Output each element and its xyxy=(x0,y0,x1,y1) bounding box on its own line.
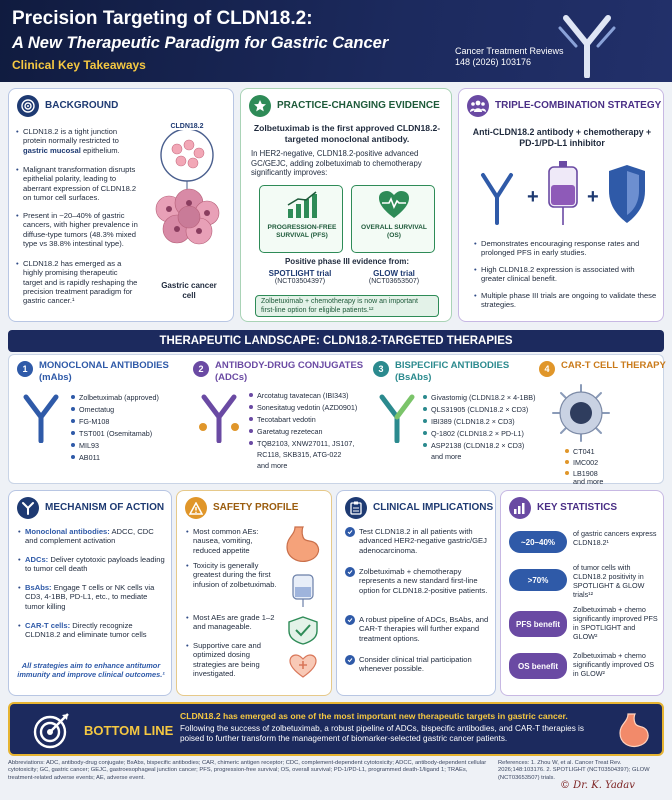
practice-headline: Zolbetuximab is the first approved CLDN18.2-targeted monoclonal antibody. xyxy=(253,123,441,144)
svg-text:+: + xyxy=(587,186,599,208)
statistics-card xyxy=(500,490,664,696)
background-bullet: • CLDN18.2 has emerged as a highly promising therapeutic target and is rapidly reshaping the precision treatment paradigm for gastric cancer.¹ xyxy=(23,259,139,305)
stat-text: of gastric cancers express CLDN18.2¹ xyxy=(573,529,657,547)
therapy-item xyxy=(423,429,524,438)
antibody-icon xyxy=(19,391,63,443)
practice-note: Zolbetuximab + chemotherapy is now an important first-line option for eligible patients.¹² xyxy=(255,295,439,317)
heart-pulse-icon xyxy=(378,190,410,220)
bottom-line-banner xyxy=(8,702,664,756)
os-box xyxy=(351,185,435,253)
triple-combination-illustration xyxy=(467,157,657,231)
therapy-item xyxy=(249,403,357,412)
therapy-name: Garetatug rezetecan xyxy=(257,427,323,436)
column-number: 1 xyxy=(17,361,33,377)
stat-text: of tumor cells with CLDN18.2 positivity in SPOTLIGHT & GLOW trials¹² xyxy=(573,563,645,599)
bullet-dot xyxy=(423,407,427,411)
bar-growth-icon xyxy=(286,191,318,219)
mechanism-item xyxy=(25,621,165,640)
target-arrow-icon xyxy=(32,710,72,750)
therapy-name: FG-M108 xyxy=(79,417,110,426)
bottom-line-title: BOTTOM LINE xyxy=(84,723,174,738)
cell-caption: Gastric cancer cell xyxy=(161,281,217,300)
bullet-dot xyxy=(249,405,253,409)
bullet-dot xyxy=(423,431,427,435)
practice-evidence-card xyxy=(240,88,452,322)
mechanism-type: BsAbs: xyxy=(25,583,52,592)
pfs-box xyxy=(259,185,343,253)
therapy-item xyxy=(71,417,109,426)
journal-citation xyxy=(455,46,564,68)
bullet-dot xyxy=(71,395,75,399)
bsab-heading: BISPECIFIC ANTIBODIES xyxy=(395,360,510,371)
therapy-item xyxy=(423,441,524,450)
trial-name: SPOTLIGHT trial xyxy=(268,269,332,278)
star-icon xyxy=(249,95,271,117)
therapy-item xyxy=(71,405,114,414)
therapy-item xyxy=(71,453,100,462)
check-icon xyxy=(345,527,355,537)
bsab-subheading: (BsAbs) xyxy=(395,372,432,383)
stat-pill: >70% xyxy=(509,569,567,591)
check-icon xyxy=(345,655,355,665)
bullet-dot xyxy=(71,443,75,447)
mechanism-item xyxy=(25,527,165,546)
signature: © Dr. K. Yadav xyxy=(560,780,635,791)
bullet-dot xyxy=(249,393,253,397)
therapy-item xyxy=(565,447,595,456)
mechanism-item xyxy=(25,555,165,574)
landscape-title: THERAPEUTIC LANDSCAPE: CLDN18.2-TARGETED THERAPIES xyxy=(8,330,664,352)
iv-drip-icon xyxy=(283,573,323,609)
practice-intro: In HER2-negative, CLDN18.2-positive advanced GC/GEJC, adding zolbetuximab to chemotherapy significantly improves: xyxy=(251,149,422,177)
stat-text: Zolbetuximab + chemo significantly improved OS in GLOW² xyxy=(573,651,655,678)
clinical-bullet: • Consider clinical trial participation whenever possible. xyxy=(359,655,491,674)
therapy-name: IMC002 xyxy=(573,458,599,467)
mechanism-type: ADCs: xyxy=(25,555,49,564)
therapy-item xyxy=(565,458,598,467)
mechanism-type: Monoclonal antibodies: xyxy=(25,527,110,536)
page-subtitle: A New Therapeutic Paradigm for Gastric Cancer xyxy=(12,34,389,52)
bullet-text: CLDN18.2 is a tight junction protein normally restricted to xyxy=(23,127,119,146)
background-bullet: • Present in ~20–40% of gastric cancers, with higher prevalence in diffuse-type tumors (48.3% mixed type vs 38.8% intestinal type). xyxy=(23,211,139,248)
therapy-name: Sonesitatug vedotin (AZD0901) xyxy=(257,403,358,412)
therapy-item-more: and more xyxy=(431,452,462,461)
mechanism-text: Deliver cytotoxic payloads leading to tumor cell death xyxy=(25,555,165,574)
mab-heading: MONOCLONAL ANTIBODIES xyxy=(39,360,169,371)
stat-pill: PFS benefit xyxy=(509,611,567,637)
therapy-name: MIL93 xyxy=(79,441,99,450)
target-icon xyxy=(17,95,39,117)
os-label: OVERALL SURVIVAL (OS) xyxy=(361,224,427,239)
check-icon xyxy=(345,567,355,577)
therapy-name: Omectatug xyxy=(79,405,115,414)
therapy-name: IBI389 (CLDN18.2 × CD3) xyxy=(431,417,515,426)
therapy-name: CT041 xyxy=(573,447,595,456)
bottom-line-headline: CLDN18.2 has emerged as one of the most important new therapeutic targets in gastric cancer. xyxy=(180,711,568,721)
therapy-name: Q-1802 (CLDN18.2 × PD-L1) xyxy=(431,429,524,438)
stomach-icon xyxy=(616,712,652,750)
svg-text:+: + xyxy=(527,186,539,208)
glow-trial xyxy=(349,269,439,285)
bullet-dot xyxy=(565,471,569,475)
practice-title: PRACTICE-CHANGING EVIDENCE xyxy=(277,100,440,111)
adc-subheading: (ADCs) xyxy=(215,372,248,383)
bullet-highlight: gastric mucosal xyxy=(23,145,81,155)
bullet-dot xyxy=(249,429,253,433)
therapy-item xyxy=(249,415,316,424)
bullet-dot xyxy=(249,417,253,421)
bullet-dot xyxy=(71,419,75,423)
clinical-bullet: • Zolbetuximab + chemotherapy represents a new standard first-line option for CLDN18.2-positive patients. xyxy=(359,567,491,595)
mechanism-type: CAR-T cells: xyxy=(25,621,71,630)
adc-heading: ANTIBODY-DRUG CONJUGATES xyxy=(215,360,364,371)
mechanism-text: Engage T cells or NK cells via CD3, 4-1BB, PD-L1, etc., to mediate tumor killing xyxy=(25,583,155,611)
cldn-label: CLDN18.2 xyxy=(167,123,207,130)
journal-name: Cancer Treatment Reviews xyxy=(455,46,564,56)
mechanism-footer: All strategies aim to enhance antitumor immunity and improve clinical outcomes.¹ xyxy=(17,661,165,679)
column-number: 3 xyxy=(373,361,389,377)
triple-bullet: • Multiple phase III trials are ongoing to validate these strategies. xyxy=(481,291,657,310)
safety-bullet: • Most common AEs: nausea, vomiting, reduced appetite xyxy=(193,527,277,555)
safety-bullet: • Supportive care and optimized dosing strategies are being investigated. xyxy=(193,641,277,678)
therapy-name: AB011 xyxy=(79,453,101,462)
therapy-item xyxy=(249,439,354,448)
bullet-dot xyxy=(71,407,75,411)
header-banner xyxy=(0,0,672,82)
cart-heading: CAR-T CELL THERAPY xyxy=(561,360,666,371)
therapy-item xyxy=(423,393,535,402)
background-bullet: • Malignant transformation disrupts epithelial polarity, leading to aberrant expression of CLDN18.2 on tumor cell surfaces. xyxy=(23,165,139,202)
triple-title: TRIPLE-COMBINATION STRATEGY xyxy=(495,100,662,111)
bullet-dot xyxy=(423,395,427,399)
clinical-bullet: • Test CLDN18.2 in all patients with advanced HER2-negative gastric/GEJ adenocarcinoma. xyxy=(359,527,491,555)
antibody-icon xyxy=(17,497,39,519)
bullet-dot xyxy=(423,419,427,423)
therapy-name: TQB2103, XNW27011, JS107, xyxy=(257,439,355,448)
therapy-name: Zolbetuximab (approved) xyxy=(79,393,159,402)
supportive-care-icon xyxy=(285,651,321,681)
therapy-name: Arcotatug tavatecan (IBI343) xyxy=(257,391,349,400)
stat-text: Zolbetuximab + chemo significantly improved PFS in SPOTLIGHT and GLOW² xyxy=(573,605,658,641)
therapy-name: Givastomig (CLDN18.2 × 4-1BB) xyxy=(431,393,536,402)
therapy-item-more: and more xyxy=(573,477,604,486)
triple-bullet: • Demonstrates encouraging response rates and prolonged PFS in early studies. xyxy=(481,239,657,258)
journal-volume: 148 (2026) 103176 xyxy=(455,57,532,67)
abbreviations: Abbreviations: ADC, antibody-drug conjugate; BsAbs, bispecific antibodies; CAR, chimeric antigen receptor; CDC, complement-dependent cytotoxicity; ADCC, antibody-dependent cellular cytotoxicity; GC, gastric cancer; GEJC, gastroesophageal junction cancer; PFS, progression-free survival; OS, overall survival; PD-1/PD-L1, programmed death-1/ligand 1; TRAEs, treatment-related adverse events; AE, adverse event. xyxy=(8,760,487,781)
bottom-line-body: Following the success of zolbetuximab, a robust pipeline of ADCs, bispecific antibodies, and CAR-T therapies is poised to further transform the management of biomarker-selected gastric cancer patients. xyxy=(180,724,584,744)
iv-bag-icon xyxy=(549,161,577,225)
therapy-item xyxy=(423,417,515,426)
safety-bullet: • Most AEs are grade 1–2 and manageable. xyxy=(193,613,277,632)
triple-headline: Anti-CLDN18.2 antibody + chemotherapy + PD-1/PD-L1 inhibitor xyxy=(472,127,652,148)
check-shield-icon xyxy=(285,615,321,645)
bullet-text: epithelium. xyxy=(80,145,120,155)
trial-id: (NCT03504397) xyxy=(274,278,326,285)
background-bullet xyxy=(23,127,139,155)
bullet-dot xyxy=(565,449,569,453)
triple-combination-card xyxy=(458,88,664,322)
pfs-label: PROGRESSION-FREE SURVIVAL (PFS) xyxy=(267,224,337,239)
therapy-item xyxy=(71,429,152,438)
safety-card xyxy=(176,490,332,696)
therapy-name: QLS31905 (CLDN18.2 × CD3) xyxy=(431,405,529,414)
trial-name: GLOW trial xyxy=(373,269,415,278)
mechanism-text: Directly recognize CLDN18.2 and eliminate tumor cells xyxy=(25,621,147,640)
clinical-title: CLINICAL IMPLICATIONS xyxy=(373,502,494,513)
section-tagline: Clinical Key Takeaways xyxy=(12,58,146,72)
safety-title: SAFETY PROFILE xyxy=(213,502,299,513)
landscape-card xyxy=(8,354,664,484)
therapy-item xyxy=(71,393,159,402)
column-number: 4 xyxy=(539,361,555,377)
background-title: BACKGROUND xyxy=(45,100,119,111)
therapy-item xyxy=(249,391,349,400)
bullet-dot xyxy=(423,443,427,447)
triple-bullet: • High CLDN18.2 expression is associated with greater clinical benefit. xyxy=(481,265,657,284)
adc-icon xyxy=(195,391,243,443)
therapy-item xyxy=(423,405,528,414)
therapy-name: Tecotabart vedotin xyxy=(257,415,316,424)
phase3-label: Positive phase III evidence from: xyxy=(284,257,410,266)
therapy-name: LB1908 xyxy=(573,469,598,478)
mechanism-card xyxy=(8,490,172,696)
stat-pill: OS benefit xyxy=(509,653,567,679)
column-number: 2 xyxy=(193,361,209,377)
bullet-dot xyxy=(71,431,75,435)
bispecific-antibody-icon xyxy=(375,391,419,443)
mechanism-item xyxy=(25,583,165,611)
spotlight-trial xyxy=(255,269,345,285)
mechanism-title: MECHANISM OF ACTION xyxy=(45,502,165,513)
bullet-dot xyxy=(565,460,569,464)
antibody-icon xyxy=(483,175,511,223)
shield-icon xyxy=(609,165,645,223)
page-title: Precision Targeting of CLDN18.2: xyxy=(12,8,313,29)
gastric-cancer-cell-illustration xyxy=(143,119,229,275)
mechanism-text: ADCC, CDC and complement activation xyxy=(25,527,154,546)
therapy-item-more: and more xyxy=(257,461,288,470)
trial-id: (NCT03653507) xyxy=(368,278,420,285)
references: References: 1. Zhou W, et al. Cancer Treat Rev. 2026;148:103176. 2. SPOTLIGHT (NCT03504397); GLOW (NCT03653507) trials. xyxy=(498,760,650,781)
stomach-icon xyxy=(281,525,325,565)
mab-subheading: (mAbs) xyxy=(39,372,72,383)
clinical-bullet: • A robust pipeline of ADCs, BsAbs, and CAR-T therapies will further expand treatment options. xyxy=(359,615,491,643)
background-card xyxy=(8,88,234,322)
therapy-name: ASP2138 (CLDN18.2 × CD3) xyxy=(431,441,525,450)
bullet-dot xyxy=(249,441,253,445)
therapy-item xyxy=(249,427,323,436)
antibody-icon xyxy=(552,6,622,78)
safety-bullet: • Toxicity is generally greatest during the first infusion of zolbetuximab. xyxy=(193,561,277,589)
stat-pill: ~20–40% xyxy=(509,531,567,553)
clinical-card xyxy=(336,490,496,696)
statistics-title: KEY STATISTICS xyxy=(537,502,618,513)
car-t-cell-icon xyxy=(549,381,613,445)
bullet-dot xyxy=(71,455,75,459)
chart-icon xyxy=(509,497,531,519)
clipboard-icon xyxy=(345,497,367,519)
therapy-item xyxy=(71,441,99,450)
therapy-item-continued: RC118, SKB315, ATG-022 xyxy=(257,450,342,459)
people-icon xyxy=(467,95,489,117)
check-icon xyxy=(345,615,355,625)
warning-icon xyxy=(185,497,207,519)
therapy-name: TST001 (Osemitamab) xyxy=(79,429,153,438)
